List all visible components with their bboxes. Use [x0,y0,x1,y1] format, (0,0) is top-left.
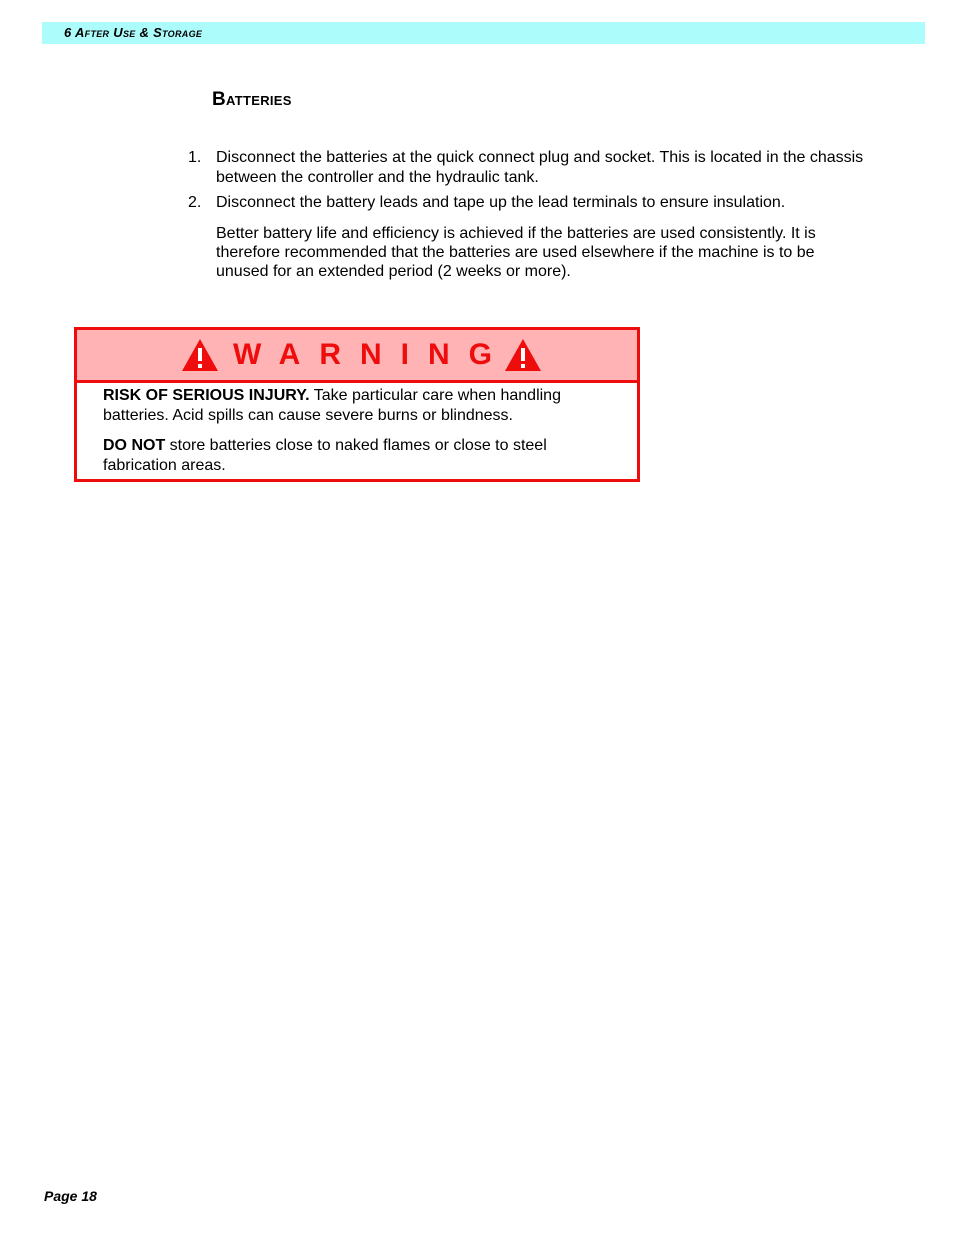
chapter-header-bar [42,22,925,44]
list-item [188,148,868,188]
step-text: Disconnect the battery leads and tape up the lead terminals to ensure insulation. [216,194,786,211]
warning-triangle-icon [181,338,219,372]
warning-item-bold: RISK OF SERIOUS INJURY. [103,387,310,404]
warning-item [103,386,623,426]
warning-body [103,386,623,486]
warning-item-text: Take particular care when handling batteries. Acid spills can cause severe burns or blindness. [103,387,561,424]
section-title: Batteries [212,89,292,110]
step-number: 2. [188,194,202,211]
battery-life-note: Better battery life and efficiency is achieved if the batteries are used consistently. It is therefore recommended that the batteries are used elsewhere if the machine is to be unused for an extended period (2 weeks or more). [216,225,816,280]
step-number: 1. [188,149,202,166]
steps-list [188,148,868,218]
list-item [188,193,868,213]
page-number: Page 18 [44,1188,97,1204]
warning-title: WARNING [233,338,511,371]
warning-item [103,436,623,476]
warning-item-text: store batteries close to naked flames or close to steel fabrication areas. [103,437,547,474]
warning-box [74,327,640,482]
warning-item-bold: DO NOT [103,437,166,454]
step-text: Disconnect the batteries at the quick connect plug and socket. This is located in the chassis between the controller and the hydraulic tank. [216,149,864,186]
chapter-title: 6 After Use & Storage [64,25,203,40]
warning-header [77,330,637,383]
warning-triangle-icon [504,338,542,372]
